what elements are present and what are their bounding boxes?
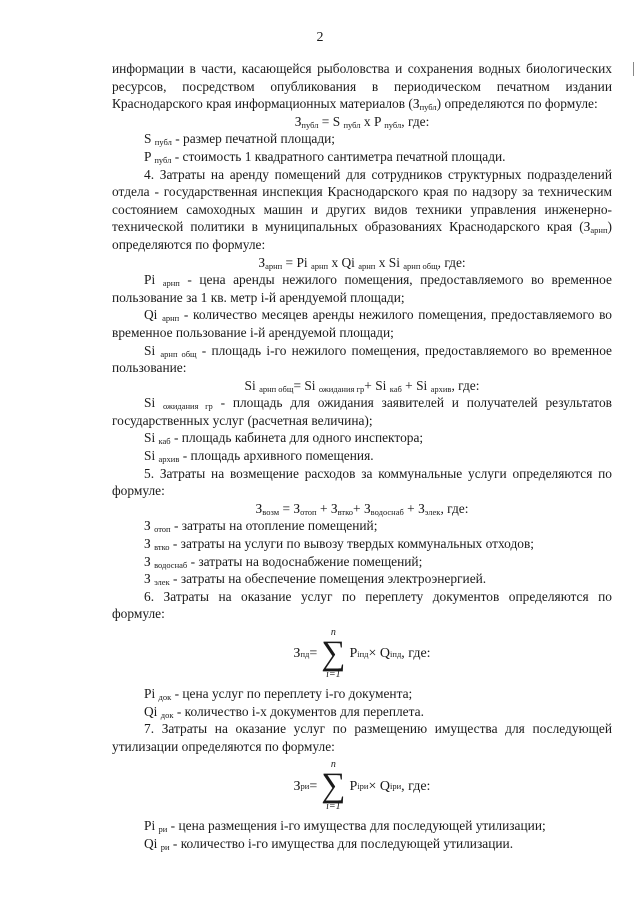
definition-z-otop: З $_{отоп}$ - затраты на отопление помещений; [144,518,378,535]
definition-qi-ri: Qi $_{ри}$ - количество i-го имущества для последующей утилизации. [144,835,514,852]
formula-vozm: $З_{возм} = З_{отоп} + З_{втко}+ З_{водоснаб} + З_{элек}$, где: [255,500,469,517]
definition-si-cabinet: Si $_{каб}$ - площадь кабинета для одного инспектора; [144,430,424,447]
definition-z-vodosnab: З $_{водоснаб}$ - затраты на водоснабжение помещений; [144,553,423,570]
definition-si-archive: Si $_{архив}$ - площадь архивного помещения. [144,448,374,465]
paragraph-item-6: 6. Затраты на оказание услуг по переплету документов определяются по формуле: [112,588,612,622]
definition-qi-dok: Qi $_{док}$ - количество i-х документов для переплета. [144,703,424,720]
sum-symbol: n ∑ i=1 [321,627,346,680]
formula-pd: З пд = n ∑ i=1 P iпд × Q iпд , где: [293,627,431,680]
definition-pi-ri: Pi $_{ри}$ - цена размещения i-го имущества для последующей утилизации; [144,818,546,835]
definition-s-publ: S $_{публ}$ - размер печатной площади; [144,131,336,148]
definition-qi-arnp: Qi $_{арнп}$ - количество месяцев аренды нежилого помещения, предоставляемого во временное пользование i-й арендуемой площади; [112,307,612,340]
formula-arnp: $З_{арнп} = Pi$ $_{арнп}$ x Qi $_{арнп}$ x Si $_{арнп общ}$, где: [258,254,466,271]
definition-si-waiting: Si $_{ожидания гр}$ - площадь для ожидания заявителей и получателей результатов государственных услуг (расчетная величина); [112,395,612,428]
definition-z-elek: З $_{элек}$ - затраты на обеспечение помещения электроэнергией. [144,571,487,588]
definition-z-vtko: З $_{втко}$ - затраты на услуги по вывозу твердых коммунальных отходов; [144,536,535,553]
definition-pi-dok: Pi $_{док}$ - цена услуг по переплету i-го документа; [144,686,413,702]
definition-si-arnp: Si $_{арнп общ}$ - площадь i-го нежилого помещения, предоставляемого во временное пользование: [112,342,613,376]
paragraph-item-4: 4. Затраты на аренду помещений для сотрудников структурных подразделений отдела - государственная инспекция Краснодарского края по надзору за техническим состоянием самоходных машин и других видов техники управления инженерно-технической политики в муниципальных образованиях Краснодарского края $(З_{арнп})$ определяются по формуле: [112,166,612,252]
formula-publ: $З_{публ} = S$ $_{публ}$ x P $_{публ}$, где: [294,113,430,130]
formula-ri: З ри = n ∑ i=1 P iри × Q iри , где: [293,759,431,813]
sum-symbol: n ∑ i=1 [321,759,346,813]
paragraph-item-5: 5. Затраты на возмещение расходов за коммунальные услуги определяются по формуле: [112,465,612,499]
page-number: 2 [316,30,324,45]
document-body [112,60,612,853]
paragraph-intro: информации в части, касающейся рыболовства и сохранения водных биологических ресурсов, посредством опубликования в периодическом печатном издании Краснодарского края информационных материалов $(З_{публ})$ определяются по формуле: [112,61,612,113]
paragraph-item-7: 7. Затраты на оказание услуг по размещению имущества для последующей утилизации определяются по формуле: [112,721,612,754]
definition-pi-arnp: Pi $_{арнп}$ - цена аренды нежилого помещения, предоставляемого во временное пользование за 1 кв. метр i-й арендуемой площади; [112,272,612,305]
definition-p-publ: P $_{публ}$ - стоимость 1 квадратного сантиметра печатной площади. [144,148,506,165]
scan-margin-mark [633,62,634,76]
formula-si-total: Si $_{арнп общ}$= Si $_{ожидания гр}$+ Si $_{каб}$ + Si $_{архив}$, где: [244,377,480,394]
